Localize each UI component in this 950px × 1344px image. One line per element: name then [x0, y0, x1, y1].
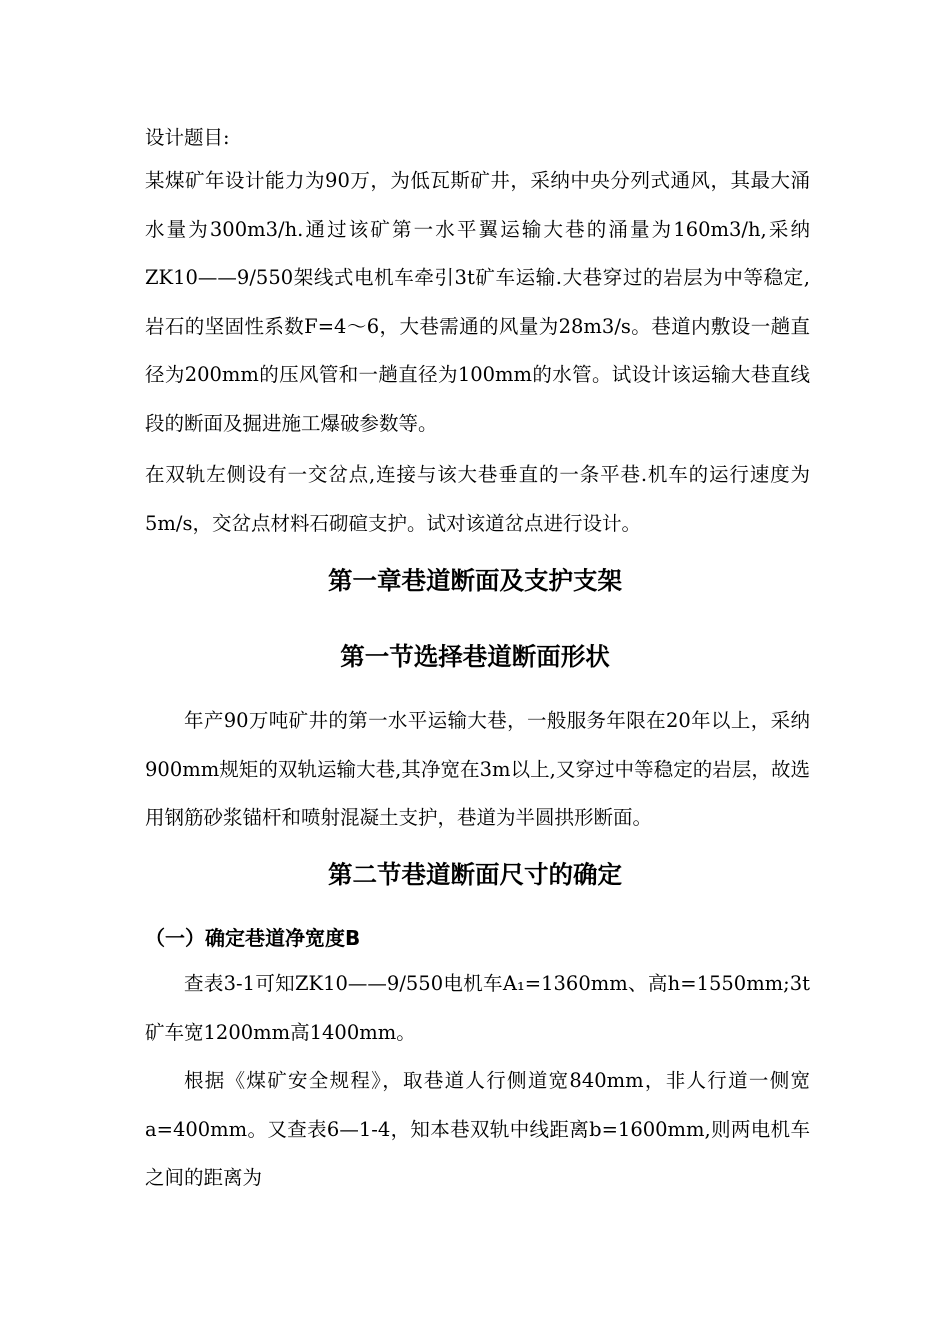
- subsection-title: （一）确定巷道净宽度B: [145, 926, 361, 950]
- chapter-title: 第一章巷道断面及支护支架: [328, 566, 622, 595]
- subsection-paragraph-2: 根据《煤矿安全规程》，取巷道人行侧道宽840mm，非人行道一侧宽a=400mm。又查表6—1-4，知本巷双轨中线距离b=1600mm,则两电机车之间的距离为: [145, 1069, 810, 1189]
- problem-paragraph-2: 在双轨左侧设有一交岔点,连接与该大巷垂直的一条平巷.机车的运行速度为5m/s，交岔点材料石砌碹支护。试对该道岔点进行设计。: [145, 463, 810, 535]
- problem-paragraph-1: 某煤矿年设计能力为90万，为低瓦斯矿井，采纳中央分列式通风，其最大涌水量为300m3/h.通过该矿第一水平翼运输大巷的涌量为160m3/h,采纳ZK10——9/550架线式电机车牵引3t矿车运输.大巷穿过的岩层为中等稳定,岩石的坚固性系数F=4～6，大巷需通的风量为28m3/s。巷道内敷设一趟直径为200mm的压风管和一趟直径为100mm的水管。试设计该运输大巷直线段的断面及掘进施工爆破参数等。: [145, 169, 810, 435]
- design-title-label: 设计题目:: [145, 126, 230, 149]
- section-title-1: 第一节选择巷道断面形状: [340, 642, 610, 671]
- subsection-paragraph-1: 查表3-1可知ZK10——9/550电机车A₁=1360mm、高h=1550mm;3t矿车宽1200mm高1400mm。: [145, 972, 810, 1044]
- section-title-2: 第二节巷道断面尺寸的确定: [328, 860, 622, 889]
- section-1-paragraph: 年产90万吨矿井的第一水平运输大巷，一般服务年限在20年以上，采纳900mm规矩的双轨运输大巷,其净宽在3m以上,又穿过中等稳定的岩层，故选用钢筋砂浆锚杆和喷射混凝土支护，巷道为半圆拱形断面。: [145, 709, 810, 829]
